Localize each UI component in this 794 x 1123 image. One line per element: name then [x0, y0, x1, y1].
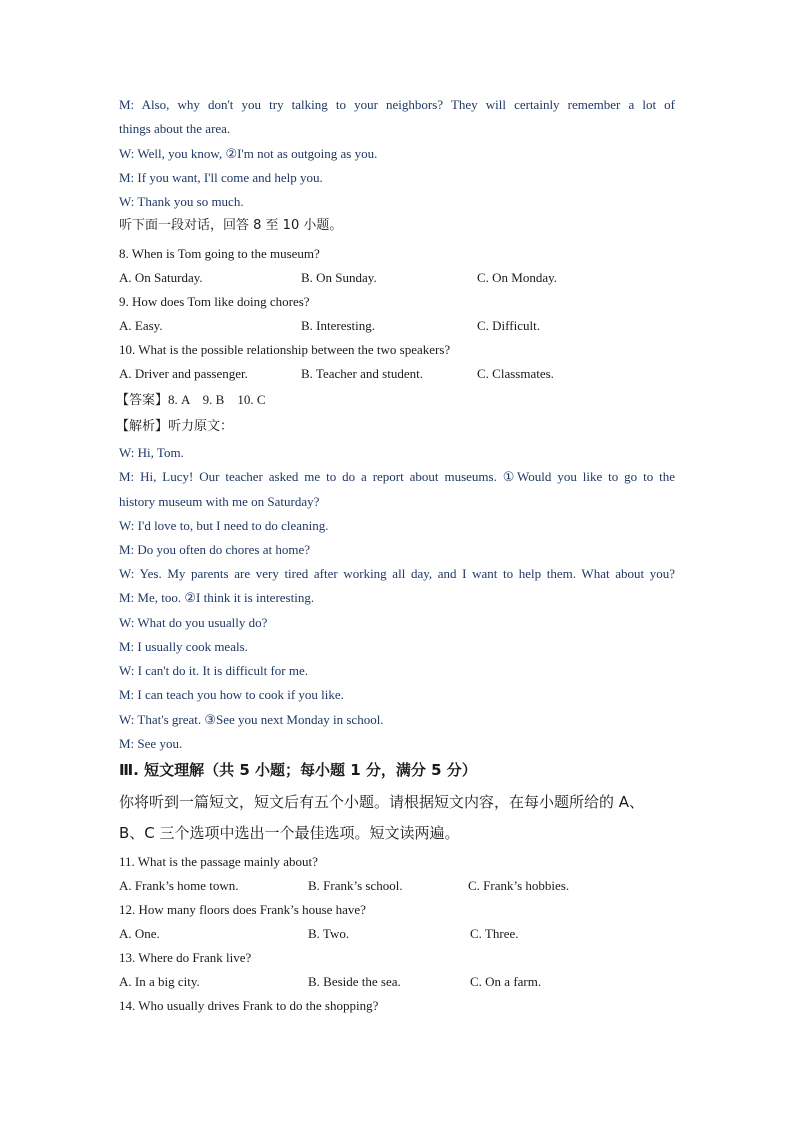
dialogue-line-3: W: Well, you know, ②I'm not as outgoing as you. [119, 146, 378, 161]
question-10-stem: 10. What is the possible relationship between the two speakers? [119, 342, 451, 357]
question-11-option-a: A. Frank’s home town. [119, 878, 239, 893]
question-9-option-a: A. Easy. [119, 318, 163, 333]
question-14-stem: 14. Who usually drives Frank to do the shopping? [119, 998, 379, 1013]
section-3-title: Ⅲ. 短文理解（共 5 小题；每小题 1 分，满分 5 分） [119, 761, 477, 779]
dialogue-line-4: M: If you want, I'll come and help you. [119, 170, 323, 185]
answer-text: 8. A 9. B 10. C [168, 392, 266, 407]
question-9-stem: 9. How does Tom like doing chores? [119, 294, 310, 309]
question-13-stem: 13. Where do Frank live? [119, 950, 252, 965]
analysis-line [116, 418, 233, 435]
question-8-option-b: B. On Sunday. [301, 270, 377, 285]
transcript-line-6: W: Yes. My parents are very tired after working all day, and I want to help them. What about you? [119, 566, 675, 581]
dialogue-line-1: M: Also, why don't you try talking to your neighbors? They will certainly remember a lot of [119, 97, 675, 112]
question-9-option-b: B. Interesting. [301, 318, 376, 333]
question-11-option-b: B. Frank’s school. [308, 878, 403, 893]
question-8-option-c: C. On Monday. [477, 270, 558, 285]
transcript-line-9: M: I usually cook meals. [119, 639, 248, 654]
analysis-text: 听力原文： [168, 419, 234, 434]
transcript-line-2: M: Hi, Lucy! Our teacher asked me to do a report about museums. ①Would you like to go to the [119, 469, 675, 484]
question-9-option-c: C. Difficult. [477, 318, 540, 333]
question-12-option-a: A. One. [119, 926, 160, 941]
transcript-line-1: W: Hi, Tom. [119, 445, 184, 460]
question-11-option-c: C. Frank’s hobbies. [468, 878, 570, 893]
question-8-option-a: A. On Saturday. [119, 270, 203, 285]
transcript-line-4: W: I'd love to, but I need to do cleaning. [119, 518, 329, 533]
transcript-line-8: W: What do you usually do? [119, 615, 268, 630]
dialogue-line-2: things about the area. [119, 121, 231, 136]
question-13-option-b: B. Beside the sea. [308, 974, 401, 989]
transcript-line-10: W: I can't do it. It is difficult for me. [119, 663, 308, 678]
answer-line [116, 392, 266, 409]
question-12-option-b: B. Two. [308, 926, 350, 941]
section-3-intro-line-2: B、C 三个选项中选出一个最佳选项。短文读两遍。 [119, 824, 460, 842]
question-8-stem: 8. When is Tom going to the museum? [119, 246, 320, 261]
transcript-line-11: M: I can teach you how to cook if you like. [119, 687, 344, 702]
transcript-line-5: M: Do you often do chores at home? [119, 542, 310, 557]
question-12-option-c: C. Three. [470, 926, 519, 941]
question-13-option-a: A. In a big city. [119, 974, 200, 989]
question-13-option-c: C. On a farm. [470, 974, 542, 989]
dialogue-line-5: W: Thank you so much. [119, 194, 244, 209]
question-10-option-a: A. Driver and passenger. [119, 366, 248, 381]
question-11-stem: 11. What is the passage mainly about? [119, 854, 318, 869]
question-12-stem: 12. How many floors does Frank’s house have? [119, 902, 366, 917]
transcript-line-12: W: That's great. ③See you next Monday in school. [119, 712, 384, 727]
transcript-line-3: history museum with me on Saturday? [119, 494, 320, 509]
transcript-line-13: M: See you. [119, 736, 183, 751]
section-3-intro-line-1: 你将听到一篇短文，短文后有五个小题。请根据短文内容，在每小题所给的 A、 [119, 793, 645, 811]
answer-tag: 【答案】 [116, 393, 169, 408]
transcript-line-7: M: Me, too. ②I think it is interesting. [119, 590, 315, 605]
question-10-option-c: C. Classmates. [477, 366, 554, 381]
analysis-tag: 【解析】 [116, 419, 169, 434]
question-10-option-b: B. Teacher and student. [301, 366, 423, 381]
instruction-8-10: 听下面一段对话，回答 8 至 10 小题。 [119, 218, 343, 233]
